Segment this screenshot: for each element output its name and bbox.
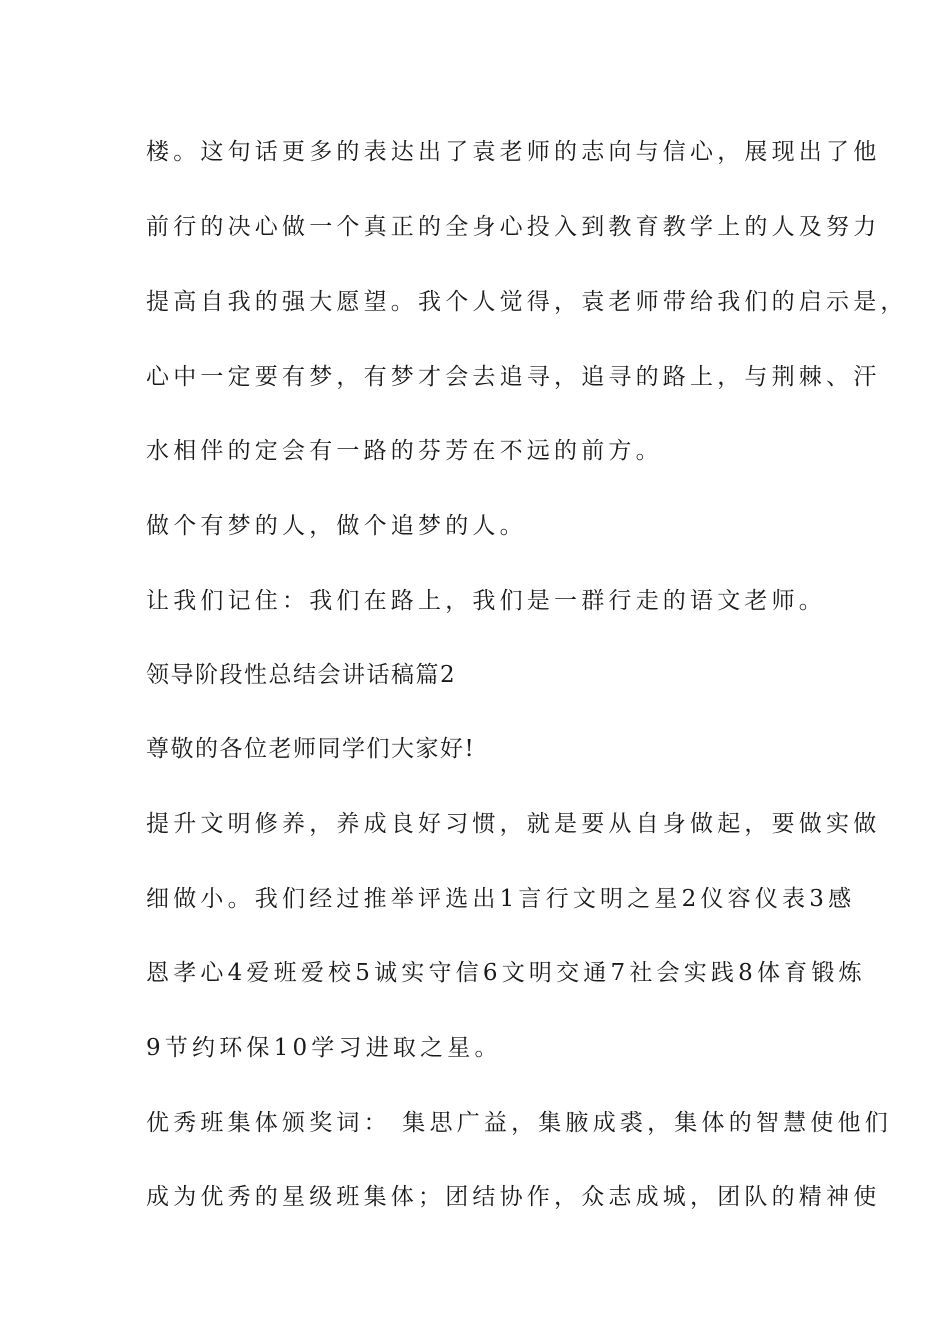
paragraph-line: 水相伴的定会有一路的芬芳在不远的前方。 [146,438,663,464]
section-heading: 领导阶段性总结会讲话稿篇2 [146,662,457,688]
greeting-line: 尊敬的各位老师同学们大家好! [146,736,476,762]
paragraph-line: 提升文明修养，养成良好习惯，就是要从自身做起，要做实做 [146,811,881,837]
paragraph-line: 让我们记住：我们在路上，我们是一群行走的语文老师。 [146,588,826,614]
paragraph-line: 9节约环保10学习进取之星。 [146,1035,502,1061]
paragraph-line: 细做小。我们经过推举评选出1言行文明之星2仪容仪表3感 [146,886,856,912]
paragraph-line: 楼。这句话更多的表达出了袁老师的志向与信心，展现出了他 [146,139,881,165]
paragraph-line: 成为优秀的星级班集体；团结协作，众志成城，团队的精神使 [146,1184,881,1210]
paragraph-line: 前行的决心做一个真正的全身心投入到教育教学上的人及努力 [146,214,881,240]
paragraph-line: 心中一定要有梦，有梦才会去追寻，追寻的路上，与荆棘、汗 [146,364,881,390]
paragraph-line: 优秀班集体颁奖词： 集思广益，集腋成裘，集体的智慧使他们 [146,1110,892,1136]
paragraph-line: 做个有梦的人，做个追梦的人。 [146,513,527,539]
paragraph-line: 恩孝心4爱班爱校5诚实守信6文明交通7社会实践8体育锻炼 [146,960,866,986]
paragraph-line: 提高自我的强大愿望。我个人觉得，袁老师带给我们的启示是， [146,289,908,315]
